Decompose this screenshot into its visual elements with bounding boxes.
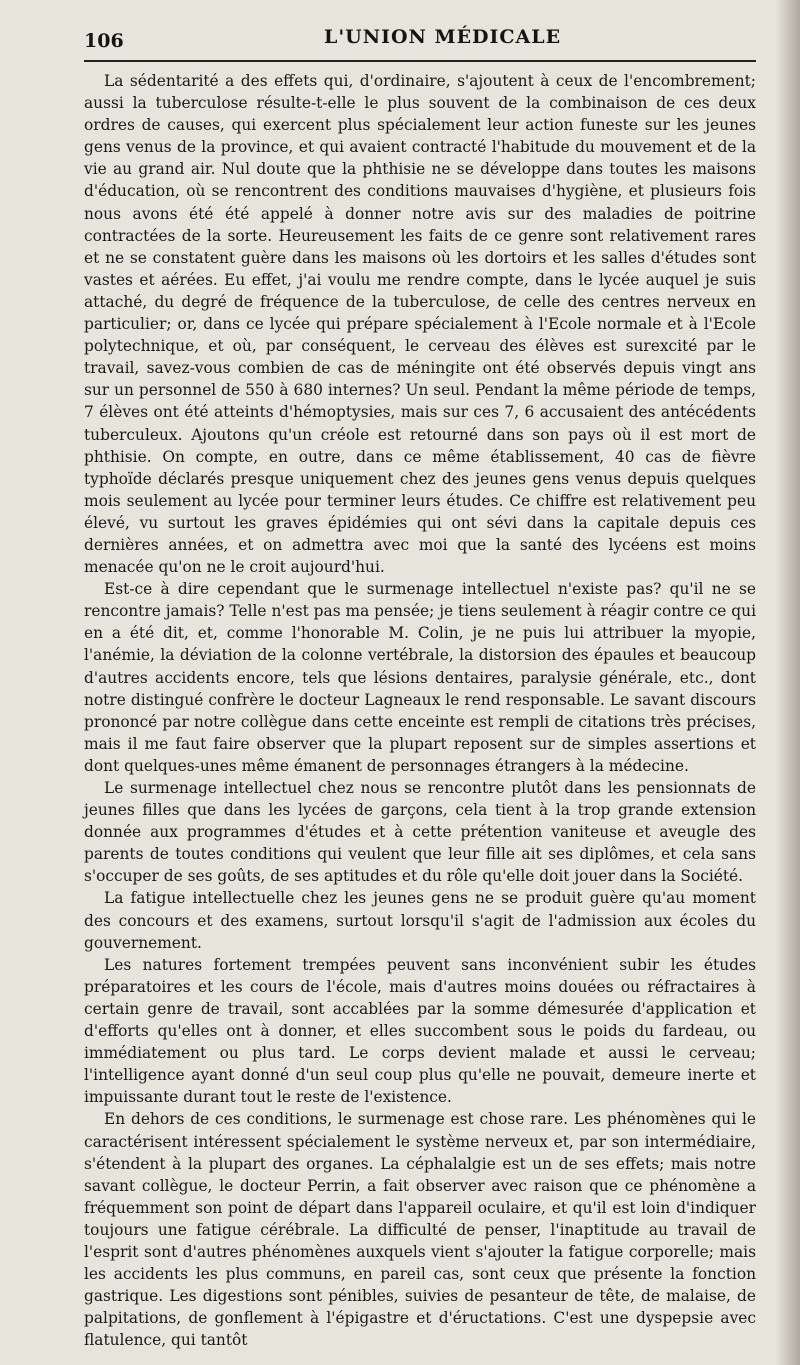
page-edge-shadow	[776, 0, 800, 1365]
article-body	[84, 70, 756, 1351]
page-number: 106	[84, 30, 124, 52]
paragraph-pensionnats: Le surmenage intellectuel chez nous se rencontre plutôt dans les pensionnats de jeunes filles que dans les lycées de garçons, cela tient à la trop grande extension donnée aux programmes d'études et à cette prétention vaniteuse et aveugle des parents de toutes conditions qui veulent que leur fille ait ses diplômes, et cela sans s'occuper de ses goûts, de ses aptitudes et du rôle qu'elle doit jouer dans la Société.	[84, 779, 756, 886]
paragraph-phenomenes: En dehors de ces conditions, le surmenage est chose rare. Les phénomènes qui le caractérisent intéressent spécialement le système nerveux et, par son intermédiaire, s'étendent à la plupart des organes. La céphalalgie est un de ses effets; mais notre savant collègue, le docteur Perrin, a fait observer avec raison que ce phénomène a fréquemment son point de départ dans l'appareil oculaire, et qu'il est loin d'indiquer toujours une fatigue cérébrale. La difficulté de penser, l'inaptitude au travail de l'esprit sont d'autres phénomènes auxquels vient s'ajouter la fatigue corporelle; mais les accidents les plus communs, en pareil cas, sont ceux que présente la fonction gastrique. Les digestions sont pénibles, suivies de pesanteur de tête, de malaise, de palpitations, de gonflement à l'épigastre et d'éructations. C'est une dyspepsie avec flatulence, qui tantôt	[84, 1110, 756, 1350]
paragraph-fatigue-intellectuelle: La fatigue intellectuelle chez les jeunes gens ne se produit guère qu'au moment des concours et des examens, surtout lorsqu'il s'agit de l'admission aux écoles du gouvernement.	[84, 889, 756, 952]
paragraph-surmenage-existe: Est-ce à dire cependant que le surmenage intellectuel n'existe pas? qu'il ne se rencontre jamais? Telle n'est pas ma pensée; je tiens seulement à réagir contre ce qui en a été dit, et, comme l'honorable M. Colin, je ne puis lui attribuer la myopie, l'anémie, la déviation de la colonne vertébrale, la distorsion des épaules et beaucoup d'autres accidents encore, tels que lésions dentaires, paralysie générale, etc., dont notre distingué confrère le docteur Lagneaux le rend responsable. Le savant discours prononcé par notre collègue dans cette enceinte est rempli de citations très précises, mais il me faut faire observer que la plupart reposent sur de simples assertions et dont quelques-unes même émanent de personnages étrangers à la médecine.	[84, 580, 756, 775]
paragraph-sedentarite: La sédentarité a des effets qui, d'ordinaire, s'ajoutent à ceux de l'encombrement; aussi la tuberculose résulte-t-elle le plus souvent de la combinaison de ces deux ordres de causes, qui exercent plus spécialement leur action funeste sur les jeunes gens venus de la province, et qui avaient contracté l'habitude du mouvement et de la vie au grand air. Nul doute que la phthisie ne se développe dans toutes les maisons d'éducation, où se rencontrent des conditions mauvaises d'hygiène, et plusieurs fois nous avons été été appelé à donner notre avis sur des maladies de poitrine contractées de la sorte. Heureusement les faits de ce genre sont relativement rares et ne se constatent guère dans les maisons où les dortoirs et les salles d'études sont vastes et aérées. Eu effet, j'ai voulu me rendre compte, dans le lycée auquel je suis attaché, du degré de fréquence de la tuberculose, de celle des centres nerveux en particulier; or, dans ce lycée qui prépare spécialement à l'Ecole normale et à l'Ecole polytechnique, et où, par conséquent, le cerveau des élèves est surexcité par le travail, savez-vous combien de cas de méningite ont été observés depuis vingt ans sur un personnel de 550 à 680 internes? Un seul. Pendant la même période de temps, 7 élèves ont été atteints d'hémoptysies, mais sur ces 7, 6 accusaient des antécédents tuberculeux. Ajoutons qu'un créole est retourné dans son pays où il est mort de phthisie. On compte, en outre, dans ce même établissement, 40 cas de fièvre typhoïde déclarés presque uniquement chez des jeunes gens venus depuis quelques mois seulement au lycée pour terminer leurs études. Ce chiffre est relativement peu élevé, vu surtout les graves épidémies qui ont sévi dans la capitale depuis ces dernières années, et on admettra avec moi que la santé des lycéens est moins menacée qu'on ne le croit aujourd'hui.	[84, 72, 756, 577]
header-rule	[84, 60, 756, 62]
running-title: L'UNION MÉDICALE	[324, 26, 562, 48]
paragraph-natures-trempees: Les natures fortement trempées peuvent sans inconvénient subir les études préparatoires et les cours de l'école, mais d'autres moins douées ou réfractaires à certain genre de travail, sont accablées par la somme démesurée d'application et d'efforts qu'elles ont à donner, et elles succombent sous le poids du fardeau, ou immédiatement ou plus tard. Le corps devient malade et aussi le cerveau; l'intelligence ayant donné d'un seul coup plus qu'elle ne pouvait, demeure inerte et impuissante durant tout le reste de l'existence.	[84, 955, 756, 1107]
page-header	[84, 26, 756, 56]
